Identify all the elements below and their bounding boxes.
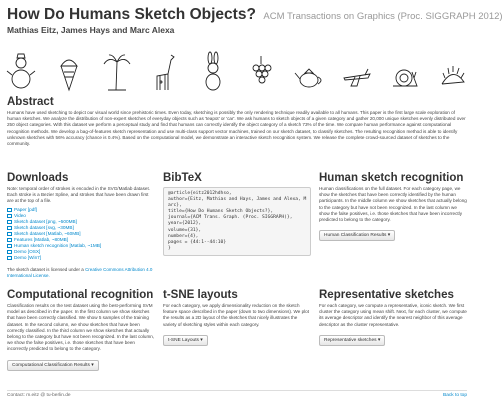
downloads-list bbox=[7, 207, 155, 262]
back-to-top-link[interactable]: Back to top bbox=[443, 393, 467, 398]
human-recognition-text: Human classifications on the full dataset. For each category page, we show the sketches that have been correctly identified by the human participants. In the middle column we show sketches that actually belong to the category but have not been recognized. In the last column we show the false positives, i.e. those sketches that have been incorrectly predicted to belong to the category. bbox=[319, 186, 467, 223]
file-icon bbox=[7, 238, 12, 242]
venue-subtitle: ACM Transactions on Graphics (Proc. SIGGRAPH 2012) bbox=[263, 11, 503, 22]
rabbit-sketch bbox=[199, 52, 227, 92]
snail-sketch bbox=[391, 52, 419, 92]
abstract-section bbox=[7, 96, 467, 147]
tsne-text: For each category, we apply dimensionality reduction on the sketch feature space described in the paper (down to two dimensions). We plot the results as a 2D layout of the sketches that nicely illustrates the variety of sketching styles within each category. bbox=[163, 303, 309, 327]
file-icon bbox=[7, 226, 12, 230]
download-matlab-link[interactable]: Sketch dataset [Matlab, ~60MB] bbox=[7, 231, 155, 237]
license-note: The sketch dataset is licensed under a Creative Commons Attribution 4.0 International License. bbox=[7, 267, 153, 279]
representative-button[interactable]: Representative sketches ▾ bbox=[319, 335, 385, 346]
page-footer bbox=[7, 390, 467, 398]
tsne-heading: t-SNE layouts bbox=[163, 289, 238, 301]
caret-down-icon: ▾ bbox=[377, 337, 381, 343]
download-paper-link[interactable]: Paper [pdf] bbox=[7, 207, 155, 213]
file-icon bbox=[7, 250, 12, 254]
download-demo-win7-link[interactable]: Demo [Win7] bbox=[7, 255, 155, 261]
authors: Mathias Eitz, James Hays and Marc Alexa bbox=[7, 25, 175, 35]
downloads-note: Note: temporal order of strokes is encoded in the SVG/Matlab dataset. Each stroke is a Bezier Spline, and strokes that have been drawn first are at the top of a file. bbox=[7, 186, 150, 204]
human-recognition-section bbox=[319, 172, 467, 241]
computational-text: Classification results on the test dataset using the best-performing SVM model as described in the paper. In the first column we show sketches that have been correctly classified. We show 5 samples of the training dataset. In the second column, we show sketches that have been correctly classified. In the third column we show sketches that actually belong to the category but have not been recognized. In the last column, we show the false positives, i.e. those sketches that have been incorrectly predicted to belong to the category. bbox=[7, 303, 155, 352]
file-icon bbox=[7, 244, 12, 248]
file-icon bbox=[7, 214, 12, 218]
human-results-button[interactable]: Human Classification Results ▾ bbox=[319, 230, 395, 241]
ice-cream-cone-sketch bbox=[55, 52, 83, 92]
download-video-link[interactable]: Video bbox=[7, 213, 155, 219]
tsne-button[interactable]: t-SNE Layouts ▾ bbox=[163, 335, 208, 346]
snowman-sketch bbox=[7, 52, 35, 92]
tsne-section bbox=[163, 289, 311, 346]
bibtex-code[interactable]: @article{eitz2012hdhso, author={Eitz, Mathias and Hays, James and Alexa, M arc}, title={How Do Humans Sketch Objects?}, journal={ACM Trans. Graph. (Proc. SIGGRAPH)}, year={2012}, volume={31}, number={4}, pages = {44:1--44:10} } bbox=[163, 187, 311, 256]
download-demo-osx-link[interactable]: Demo [OSX] bbox=[7, 249, 155, 255]
hedgehog-sketch bbox=[439, 52, 467, 92]
download-features-link[interactable]: Features [Matlab, ~80MB] bbox=[7, 237, 155, 243]
page-title: How Do Humans Sketch Objects? bbox=[7, 6, 256, 23]
caret-down-icon: ▾ bbox=[200, 337, 203, 343]
caret-down-icon: ▾ bbox=[91, 362, 94, 368]
abstract-heading: Abstract bbox=[7, 96, 54, 108]
abstract-text: Humans have used sketching to depict our visual world since prehistoric times. Even today, sketching is possibly the only rendering technique readily available to all humans. This paper is the first large scale exploration of human sketches. We analyze the distribution of non-expert sketches of everyday objects such as 'teapot' or 'car'. We ask humans to sketch objects of a given category and gather 20,000 unique sketches evenly distributed over 250 object categories. With this dataset we perform a perceptual study and find that humans can correctly identify the object category of a sketch 73% of the time. We compare human performance against computational recognition methods. We develop a bag-of-features sketch representation and use multi-class support vector machines, trained on our sketch dataset, to classify sketches. The resulting recognition method is able to identify unknown sketches with 56% accuracy (chance is 0.4%). Based on the computational model, we demonstrate an interactive sketch recognition system. We release the complete crowd-sourced dataset of sketches to the community. bbox=[7, 110, 466, 147]
file-icon bbox=[7, 256, 12, 260]
caret-down-icon: ▾ bbox=[387, 233, 391, 239]
teapot-sketch bbox=[295, 52, 323, 92]
computational-section bbox=[7, 289, 155, 371]
downloads-heading: Downloads bbox=[7, 172, 69, 184]
representative-section bbox=[319, 289, 467, 346]
representative-heading: Representative sketches bbox=[319, 289, 454, 301]
computational-heading: Computational recognition bbox=[7, 289, 154, 301]
file-icon bbox=[7, 220, 12, 224]
download-svg-link[interactable]: Sketch dataset [svg, ~30MB] bbox=[7, 225, 155, 231]
download-png-link[interactable]: Sketch dataset [png, ~500MB] bbox=[7, 219, 155, 225]
download-recognition-link[interactable]: Human sketch recognition [Matlab, ~1MB] bbox=[7, 243, 155, 249]
palm-tree-sketch bbox=[103, 52, 131, 92]
page-header bbox=[7, 6, 503, 35]
downloads-section bbox=[7, 172, 155, 279]
bibtex-heading: BibTeX bbox=[163, 172, 202, 184]
file-icon bbox=[7, 232, 12, 236]
grapes-sketch bbox=[247, 52, 275, 92]
file-icon bbox=[7, 208, 12, 212]
bibtex-section bbox=[163, 172, 311, 256]
giraffe-sketch bbox=[151, 52, 179, 92]
airplane-sketch bbox=[343, 52, 371, 92]
license-link[interactable]: Creative Commons Attribution 4.0 International License. bbox=[7, 267, 153, 279]
contact-text: Contact: m.eitz @ tu-berlin.de bbox=[7, 393, 71, 398]
representative-text: For each category, we compute a representative, iconic sketch. We first cluster the category using mean shift. Next, for each cluster, we compute its average descriptor and identify the nearest neighbor of this average descriptor as the cluster representative. bbox=[319, 303, 467, 327]
human-recognition-heading: Human sketch recognition bbox=[319, 172, 464, 184]
sketch-strip bbox=[7, 48, 467, 92]
computational-results-button[interactable]: Computational Classification Results ▾ bbox=[7, 360, 99, 371]
